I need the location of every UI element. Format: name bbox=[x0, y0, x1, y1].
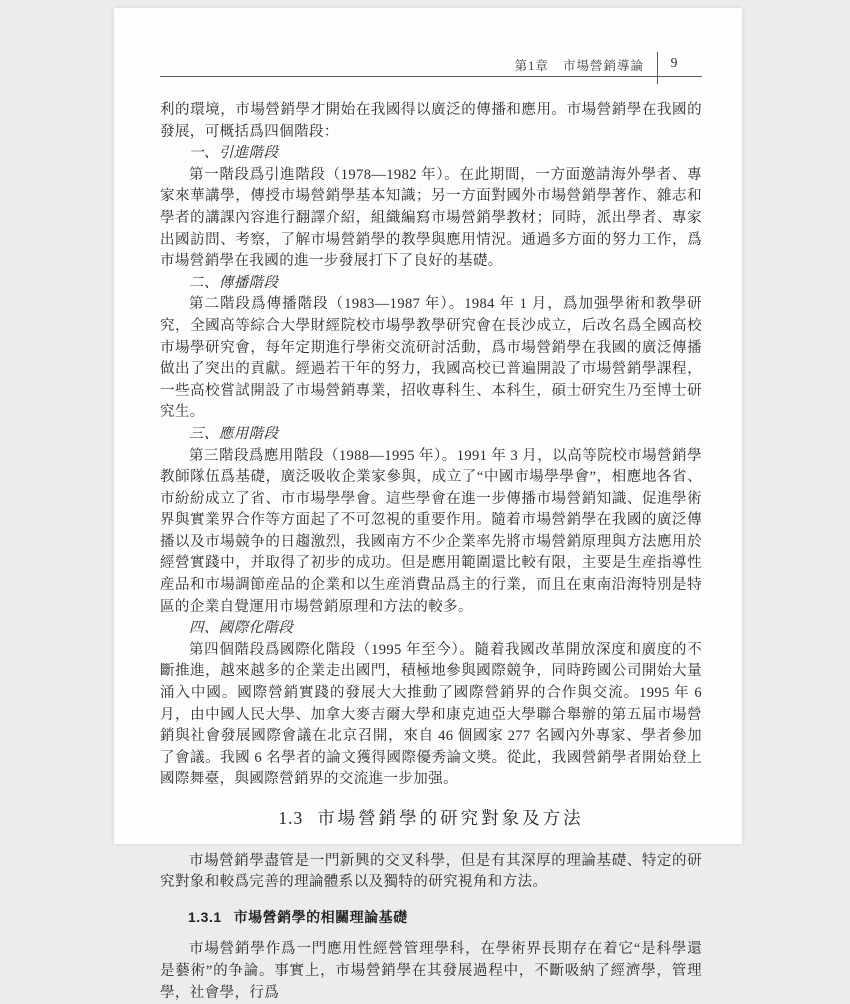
stage-3-paragraph: 第三階段爲應用階段（1988—1995 年）。1991 年 3 月，以高等院校市場營銷學教師隊伍爲基礎，廣泛吸收企業家參與，成立了“中國市場學學會”，相應地各省、市紛紛成立了省、市市場學學會。這些學會在進一步傳播市場營銷知識、促進學術界與實業界合作等方面起了不可忽視的重要作用。隨着市場營銷學在我國的廣泛傳播以及市場競争的日趨激烈，我國南方不少企業率先將市場營銷原理與方法應用於經營實踐中，并取得了初步的成功。但是應用範圍還比較有限，主要是生産指導性産品和市場調節産品的企業和以生産消費品爲主的行業，而且在東南沿海特別是特區的企業自覺運用市場營銷原理和方法的較多。 bbox=[160, 447, 702, 615]
subsection-paragraph: 市場營銷學作爲一門應用性經營管理學科，在學術界長期存在着它“是科學還是藝術”的争論。事實上，市場營銷學在其發展過程中，不斷吸納了經濟學，管理學，社會學，行爲 bbox=[160, 941, 702, 1001]
chapter-label: 第1章 bbox=[514, 59, 549, 73]
stage-3-heading: 三、應用階段 bbox=[189, 425, 279, 442]
section-number: 1.3 bbox=[278, 808, 304, 828]
page-header bbox=[160, 54, 702, 84]
chapter-title: 市場營銷導論 bbox=[562, 59, 644, 73]
intro-paragraph: 利的環境，市場營銷學才開始在我國得以廣泛的傳播和應用。市場營銷學在我國的發展，可概括爲四個階段： bbox=[160, 102, 702, 140]
page-content bbox=[114, 8, 742, 1004]
stage-1-paragraph: 第一階段爲引進階段（1978—1982 年）。在此期間，一方面邀請海外學者、專家來華講學，傳授市場營銷學基本知識；另一方面對國外市場營銷學著作、雜志和學者的講課內容進行翻譯介紹，組織編寫市場營銷學教材；同時，派出學者、專家出國訪問、考察，了解市場營銷學的教學與應用情況。通過多方面的努力工作，爲市場營銷學在我國的進一步發展打下了良好的基礎。 bbox=[160, 166, 702, 270]
stage-2-paragraph: 第二階段爲傳播階段（1983—1987 年）。1984 年 1 月，爲加强學術和教學研究，全國高等綜合大學財經院校市場學教學研究會在長沙成立，后改名爲全國高校市場學研究會，每年定期進行學術交流研討活動，爲市場營銷學在我國的廣泛傳播做出了突出的貢獻。經過若干年的努力，我國高校已普遍開設了市場營銷學課程，一些高校嘗試開設了市場營銷專業，招收專科生、本科生，碩士研究生乃至博士研究生。 bbox=[160, 296, 702, 421]
section-heading bbox=[160, 808, 702, 830]
header-divider bbox=[657, 52, 658, 84]
stage-2-heading: 二、傳播階段 bbox=[189, 274, 279, 291]
subsection-number: 1.3.1 bbox=[188, 908, 222, 925]
running-head bbox=[515, 56, 644, 74]
subsection-title: 市場營銷學的相關理論基礎 bbox=[233, 908, 408, 925]
subsection-heading bbox=[160, 907, 702, 929]
section-title: 市場營銷學的研究對象及方法 bbox=[317, 808, 584, 828]
stage-4-heading: 四、國際化階段 bbox=[189, 620, 294, 637]
stage-4-paragraph: 第四個階段爲國際化階段（1995 年至今）。隨着我國改革開放深度和廣度的不斷推進，越來越多的企業走出國門，積極地參與國際競争，同時跨國公司開始大量涌入中國。國際營銷實踐的發展大大推動了國際營銷界的合作與交流。1995 年 6 月，由中國人民大學、加拿大麥吉爾大學和康克迪亞大學聯合舉辦的第五届市場營銷與社會發展國際會議在北京召開，來自 46 個國家 277 名國內外專家、學者參加了會議。我國 6 名學者的論文獲得國際優秀論文奬。從此，我國營銷學者開始登上國際舞臺，與國際營銷界的交流進一步加强。 bbox=[160, 641, 702, 788]
book-page bbox=[114, 8, 742, 1001]
page-number: 9 bbox=[670, 55, 678, 70]
body-text bbox=[160, 100, 702, 1004]
header-rule bbox=[160, 76, 702, 77]
stage-1-heading: 一、引進階段 bbox=[189, 145, 279, 162]
section-lead-paragraph: 市場營銷學盡管是一門新興的交叉科學，但是有其深厚的理論基礎、特定的研究對象和較爲完善的理論體系以及獨特的研究視角和方法。 bbox=[160, 852, 702, 891]
